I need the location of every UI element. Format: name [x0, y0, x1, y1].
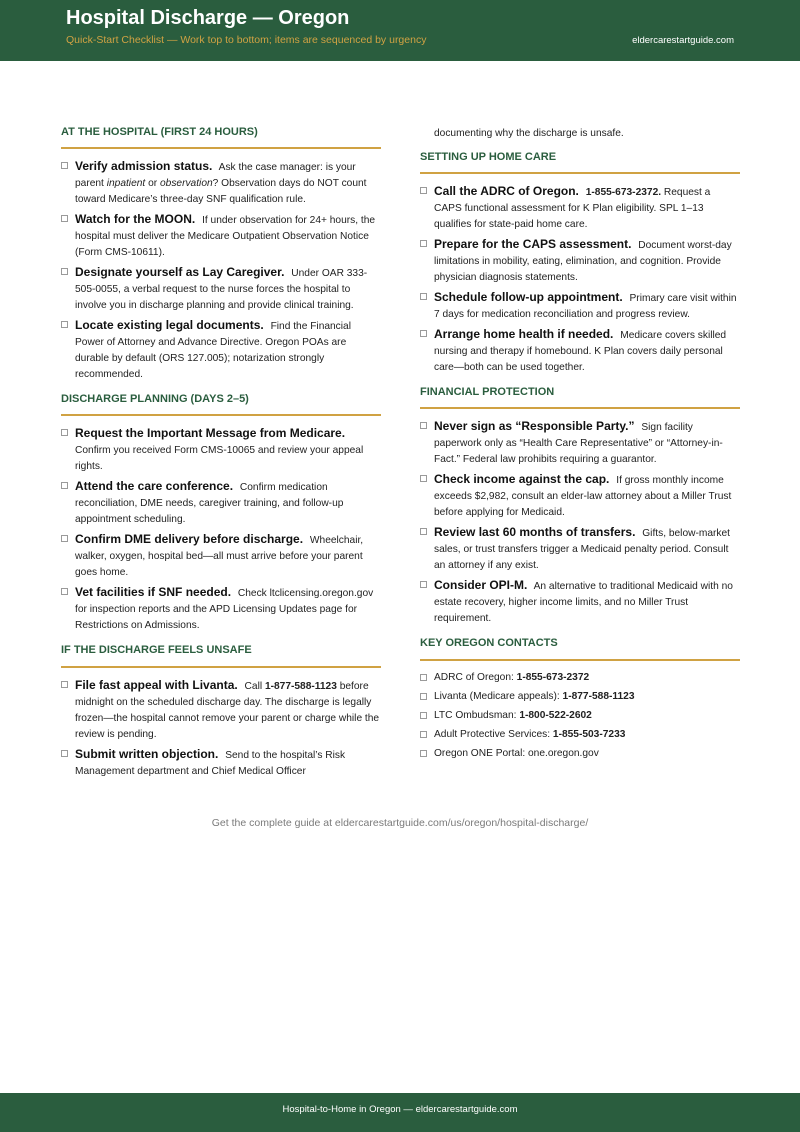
item-text: Document worst-day limitations in mobility, eating, elimination, and cognition. Provide physician diagnosis statements.: [434, 240, 732, 284]
contact-phone: 1-855-503-7233: [552, 728, 626, 740]
contact-phone: 1-800-522-2602: [519, 709, 592, 721]
item-title: Confirm DME delivery before discharge.: [75, 532, 304, 547]
checkbox-icon[interactable]: [61, 162, 68, 169]
checklist-item-moon: [61, 211, 381, 261]
item-title: Prepare for the CAPS assessment.: [434, 237, 632, 252]
item-title: Locate existing legal documents.: [75, 318, 264, 333]
page-title: Hospital Discharge — Oregon: [66, 7, 350, 29]
item-text: An alternative to traditional Medicaid with no estate recovery, higher income limits, and no Miller Trust requirement.: [434, 581, 733, 625]
item-text: Check ltclicensing.oregon.gov for inspection reports and the APD Licensing Updates page for Restrictions on Admissions.: [75, 588, 374, 632]
phone-number: 1-855-673-2372.: [585, 187, 662, 199]
contact-label: Livanta (Medicare appeals):: [434, 690, 563, 702]
checkbox-icon[interactable]: [420, 422, 427, 429]
item-title: Never sign as “Responsible Party.”: [434, 419, 635, 434]
item-text: ? Observation days do NOT count toward Medicare’s three-day SNF qualification rule.: [75, 178, 367, 206]
item-text: Gifts, below-market sales, or trust transfers trigger a Medicaid penalty period. Consult an attorney if any exist.: [434, 528, 730, 572]
item-text: Send to the hospital’s Risk Management department and Chief Medical Officer: [75, 749, 346, 777]
item-text: Request a CAPS functional assessment for K Plan eligibility. SPL 1–13 qualifies for state-paid home care.: [434, 187, 711, 231]
page-subtitle: Quick-Start Checklist — Work top to bottom; items are sequenced by urgency: [66, 34, 427, 46]
checklist-item-lay-caregiver: [61, 264, 381, 314]
checkbox-icon[interactable]: [420, 330, 427, 337]
item-title: Designate yourself as Lay Caregiver.: [75, 265, 285, 280]
checklist-item-income-cap: [420, 471, 740, 521]
contact-phone: 1-877-588-1123: [562, 690, 635, 702]
section-heading-planning: DISCHARGE PLANNING (DAYS 2–5): [61, 393, 381, 416]
checkbox-icon[interactable]: [420, 750, 427, 757]
item-title: Submit written objection.: [75, 746, 219, 761]
item-text: Under OAR 333-505-0055, a verbal request to the nurse forces the hospital to involve you in discharge planning and provide clinical training.: [75, 268, 368, 312]
checkbox-icon[interactable]: [61, 535, 68, 542]
header-site-link[interactable]: eldercarestartguide.com: [632, 35, 734, 46]
checklist-item-legal-documents: [61, 317, 381, 383]
checkbox-icon[interactable]: [420, 731, 427, 738]
contact-label: Oregon ONE Portal: one.oregon.gov: [434, 747, 599, 759]
item-title: Review last 60 months of transfers.: [434, 525, 636, 540]
checklist-item-opi-m: [420, 577, 740, 627]
item-text: Wheelchair, walker, oxygen, hospital bed—all must arrive before your parent goes home.: [75, 535, 364, 579]
item-title: Attend the care conference.: [75, 479, 234, 494]
checkbox-icon[interactable]: [61, 482, 68, 489]
section-heading-contacts: KEY OREGON CONTACTS: [420, 637, 740, 660]
checklist-item-transfers: [420, 524, 740, 574]
item-text: Confirm medication reconciliation, DME needs, caregiver training, and follow-up appointment scheduling.: [75, 482, 344, 526]
checklist-item-care-conference: [61, 478, 381, 528]
section-heading-unsafe: IF THE DISCHARGE FEELS UNSAFE: [61, 644, 381, 667]
right-column: [420, 126, 740, 765]
item-title: Schedule follow-up appointment.: [434, 290, 623, 305]
item-text: If under observation for 24+ hours, the hospital must deliver the Medicare Outpatient Observation Notice (Form CMS-10611).: [75, 215, 376, 259]
checklist-item-responsible-party: [420, 418, 740, 468]
item-emphasis: observation: [159, 178, 213, 190]
checkbox-icon[interactable]: [420, 293, 427, 300]
item-text-continued: documenting why the discharge is unsafe.: [434, 128, 624, 139]
contact-aps: [420, 727, 740, 743]
checklist-item-dme-delivery: [61, 531, 381, 581]
checkbox-icon[interactable]: [420, 674, 427, 681]
contact-ombudsman: [420, 708, 740, 724]
checkbox-icon[interactable]: [61, 588, 68, 595]
checkbox-icon[interactable]: [61, 750, 68, 757]
item-title: Watch for the MOON.: [75, 212, 196, 227]
checkbox-icon[interactable]: [420, 187, 427, 194]
contact-label: Adult Protective Services:: [434, 728, 553, 740]
checkbox-icon[interactable]: [61, 268, 68, 275]
checkbox-icon[interactable]: [420, 581, 427, 588]
section-heading-homecare: SETTING UP HOME CARE: [420, 151, 740, 174]
item-text: before midnight on the scheduled discharge day. The discharge is legally frozen—the hospital cannot remove your parent or charge while the review is pending.: [75, 680, 380, 740]
checklist-item-home-health: [420, 326, 740, 376]
item-text: Medicare covers skilled nursing and therapy if homebound. K Plan covers daily personal care—both can be used together.: [434, 330, 727, 374]
section-heading-hospital: AT THE HOSPITAL (FIRST 24 HOURS): [61, 126, 381, 149]
checklist-item-caps-assessment: [420, 236, 740, 286]
contact-one-portal: [420, 746, 740, 762]
checkbox-icon[interactable]: [61, 429, 68, 436]
item-text: Sign facility paperwork only as “Health Care Representative” or “Attorney-in-Fact.” Federal law prohibits requiring a guarantor.: [434, 422, 723, 466]
page-footer: [0, 1093, 800, 1132]
item-text: Ask the case manager: is your parent: [75, 162, 356, 190]
item-title: Request the Important Message from Medicare.: [75, 426, 346, 441]
contact-adrc: [420, 670, 740, 686]
item-title: File fast appeal with Livanta.: [75, 677, 238, 692]
item-emphasis: inpatient: [106, 178, 146, 190]
item-text: If gross monthly income exceeds $2,982, consult an elder-law attorney about a Miller Trust before applying for Medicaid.: [434, 475, 732, 519]
item-text: Call: [244, 680, 265, 692]
checklist-item-vet-facilities: [61, 584, 381, 634]
checklist-item-follow-up: [420, 289, 740, 323]
left-column: [61, 126, 381, 783]
item-text: or: [145, 178, 160, 190]
checkbox-icon[interactable]: [61, 321, 68, 328]
checklist-item-fast-appeal: [61, 677, 381, 743]
checklist-item-call-adrc: [420, 183, 740, 233]
guide-link-note[interactable]: Get the complete guide at eldercarestartguide.com/us/oregon/hospital-discharge/: [211, 817, 589, 829]
contact-label: LTC Ombudsman:: [434, 709, 520, 721]
checkbox-icon[interactable]: [420, 475, 427, 482]
checklist-item-important-message: [61, 425, 381, 475]
section-heading-financial: FINANCIAL PROTECTION: [420, 386, 740, 409]
item-title: Check income against the cap.: [434, 472, 610, 487]
item-text: Primary care visit within 7 days for medication reconciliation and progress review.: [434, 293, 737, 321]
checkbox-icon[interactable]: [420, 712, 427, 719]
checkbox-icon[interactable]: [420, 693, 427, 700]
checkbox-icon[interactable]: [420, 528, 427, 535]
checkbox-icon[interactable]: [420, 240, 427, 247]
item-title: Vet facilities if SNF needed.: [75, 585, 232, 600]
item-text: Find the Financial Power of Attorney and Advance Directive. Oregon POAs are durable by default (ORS 127.005); notarization strongly recommended.: [75, 321, 351, 381]
item-title: Verify admission status.: [75, 159, 213, 174]
item-title: Consider OPI-M.: [434, 578, 528, 593]
item-title: Call the ADRC of Oregon.: [434, 184, 579, 199]
page-header: [0, 0, 800, 61]
item-title: Arrange home health if needed.: [434, 327, 614, 342]
contact-phone: 1-855-673-2372: [516, 671, 590, 683]
checkbox-icon[interactable]: [61, 681, 68, 688]
checkbox-icon[interactable]: [61, 215, 68, 222]
checklist-item-verify-admission: [61, 158, 381, 208]
footer-text: Hospital-to-Home in Oregon — eldercarestartguide.com: [282, 1104, 518, 1115]
phone-number: 1-877-588-1123: [264, 680, 337, 692]
contact-label: ADRC of Oregon:: [434, 671, 517, 683]
contact-livanta: [420, 689, 740, 705]
item-text: Confirm you received Form CMS-10065 and review your appeal rights.: [75, 445, 364, 473]
checklist-item-written-objection: [61, 746, 381, 780]
